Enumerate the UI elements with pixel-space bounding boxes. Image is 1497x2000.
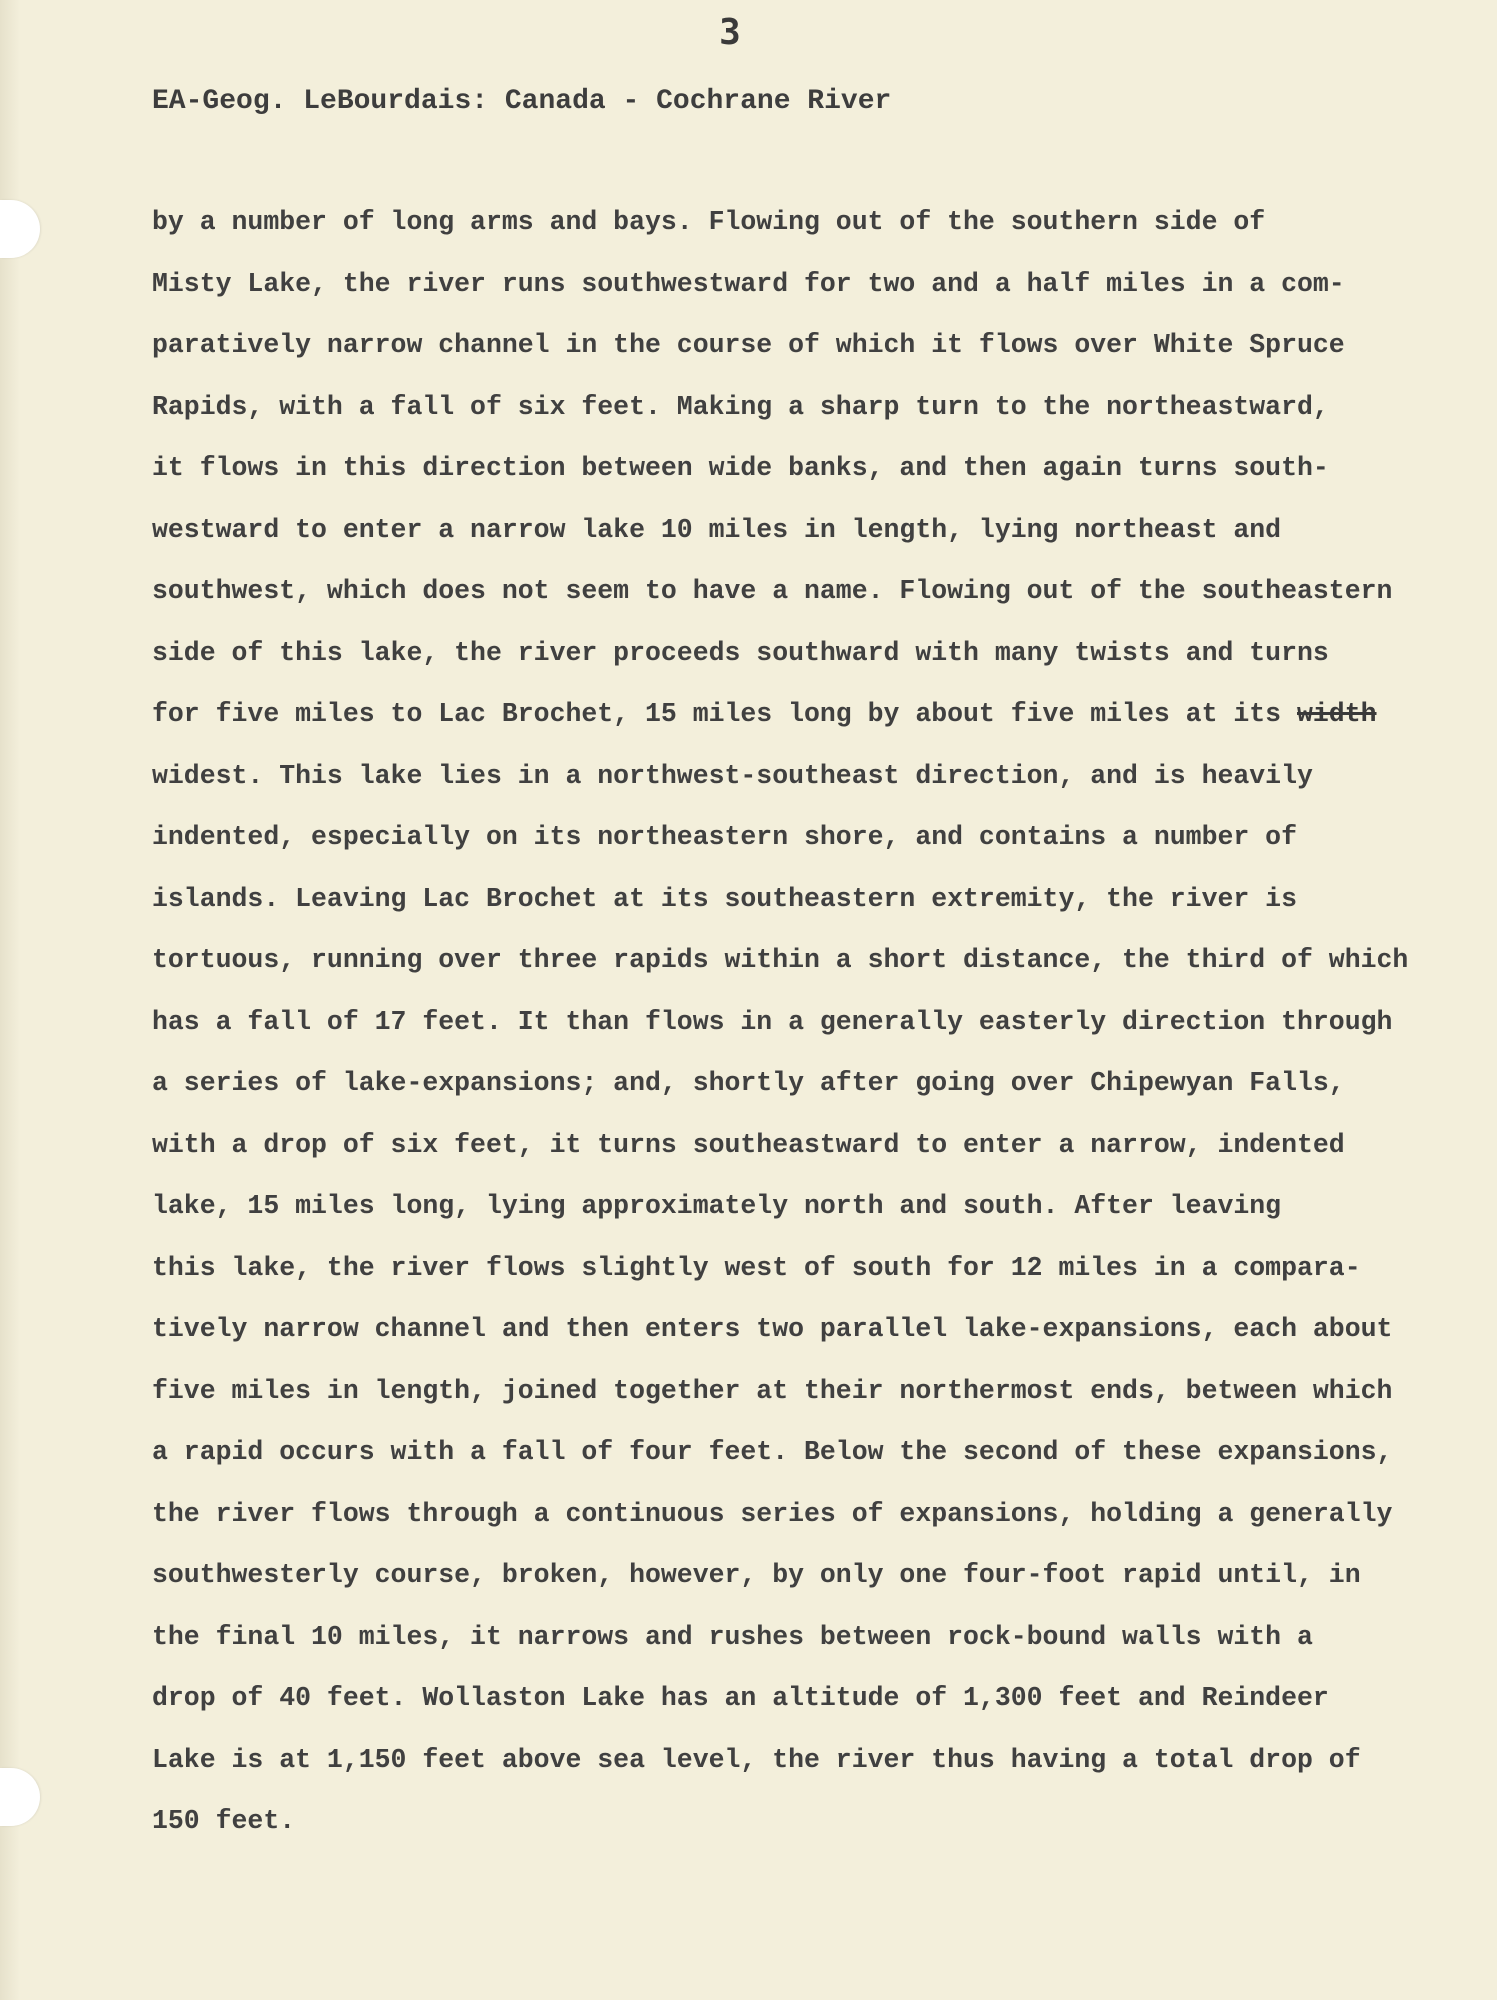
text-line: has a fall of 17 feet. It than flows in a generally easterly direction through [152,1006,1393,1037]
punch-hole-top [0,200,40,258]
text-line: 150 feet. [152,1806,296,1836]
text-line: Misty Lake, the river runs southwestward for two and a half miles in a com- [152,268,1345,299]
page-edge-shade [0,0,20,2000]
text-line: Lake is at 1,150 feet above sea level, the river thus having a total drop of [152,1744,1361,1775]
text-line: the final 10 miles, it narrows and rushes between rock-bound walls with a [152,1621,1313,1652]
text-line: tively narrow channel and then enters two parallel lake-expansions, each about [152,1314,1393,1344]
text-line: drop of 40 feet. Wollaston Lake has an altitude of 1,300 feet and Reindeer [152,1683,1329,1713]
text-line: with a drop of six feet, it turns southeastward to enter a narrow, indented [152,1129,1345,1160]
text-line-with-strikeout [152,696,1392,758]
text-line: southwesterly course, broken, however, by only one four-foot rapid until, in [152,1560,1361,1590]
document-header: EA-Geog. LeBourdais: Canada - Cochrane River [152,86,892,117]
text-line: Rapids, with a fall of six feet. Making a sharp turn to the northeastward, [152,391,1329,422]
text-line: islands. Leaving Lac Brochet at its southeastern extremity, the river is [152,883,1297,914]
text-line: a rapid occurs with a fall of four feet. Below the second of these expansions, [152,1437,1393,1467]
text-line: indented, especially on its northeastern shore, and contains a number of [152,822,1297,852]
text-line: tortuous, running over three rapids within a short distance, the third of which [152,945,1409,975]
text-line: a series of lake-expansions; and, shortly after going over Chipewyan Falls, [152,1068,1345,1098]
struck-out-word: width [1297,699,1377,729]
text-line: five miles in length, joined together at their northermost ends, between which [152,1375,1393,1406]
text-line: westward to enter a narrow lake 10 miles in length, lying northeast and [152,514,1282,545]
text-line: the river flows through a continuous series of expansions, holding a generally [152,1498,1393,1529]
text-line: southwest, which does not seem to have a name. Flowing out of the southeastern [152,576,1393,606]
text-line: lake, 15 miles long, lying approximately north and south. After leaving [152,1191,1282,1221]
text-line: it flows in this direction between wide banks, and then again turns south- [152,453,1329,483]
text-line: by a number of long arms and bays. Flowing out of the southern side of [152,207,1266,237]
text-line: paratively narrow channel in the course of which it flows over White Spruce [152,330,1345,360]
text-line: this lake, the river flows slightly west of south for 12 miles in a compara- [152,1252,1361,1283]
text-line-content: for five miles to Lac Brochet, 15 miles long by about five miles at its [152,699,1282,729]
text-line: side of this lake, the river proceeds southward with many twists and turns [152,637,1329,668]
page-number: 3 [719,12,741,53]
body-text [152,204,1409,1865]
punch-hole-bottom [0,1768,40,1826]
text-line: widest. This lake lies in a northwest-southeast direction, and is heavily [152,760,1313,791]
